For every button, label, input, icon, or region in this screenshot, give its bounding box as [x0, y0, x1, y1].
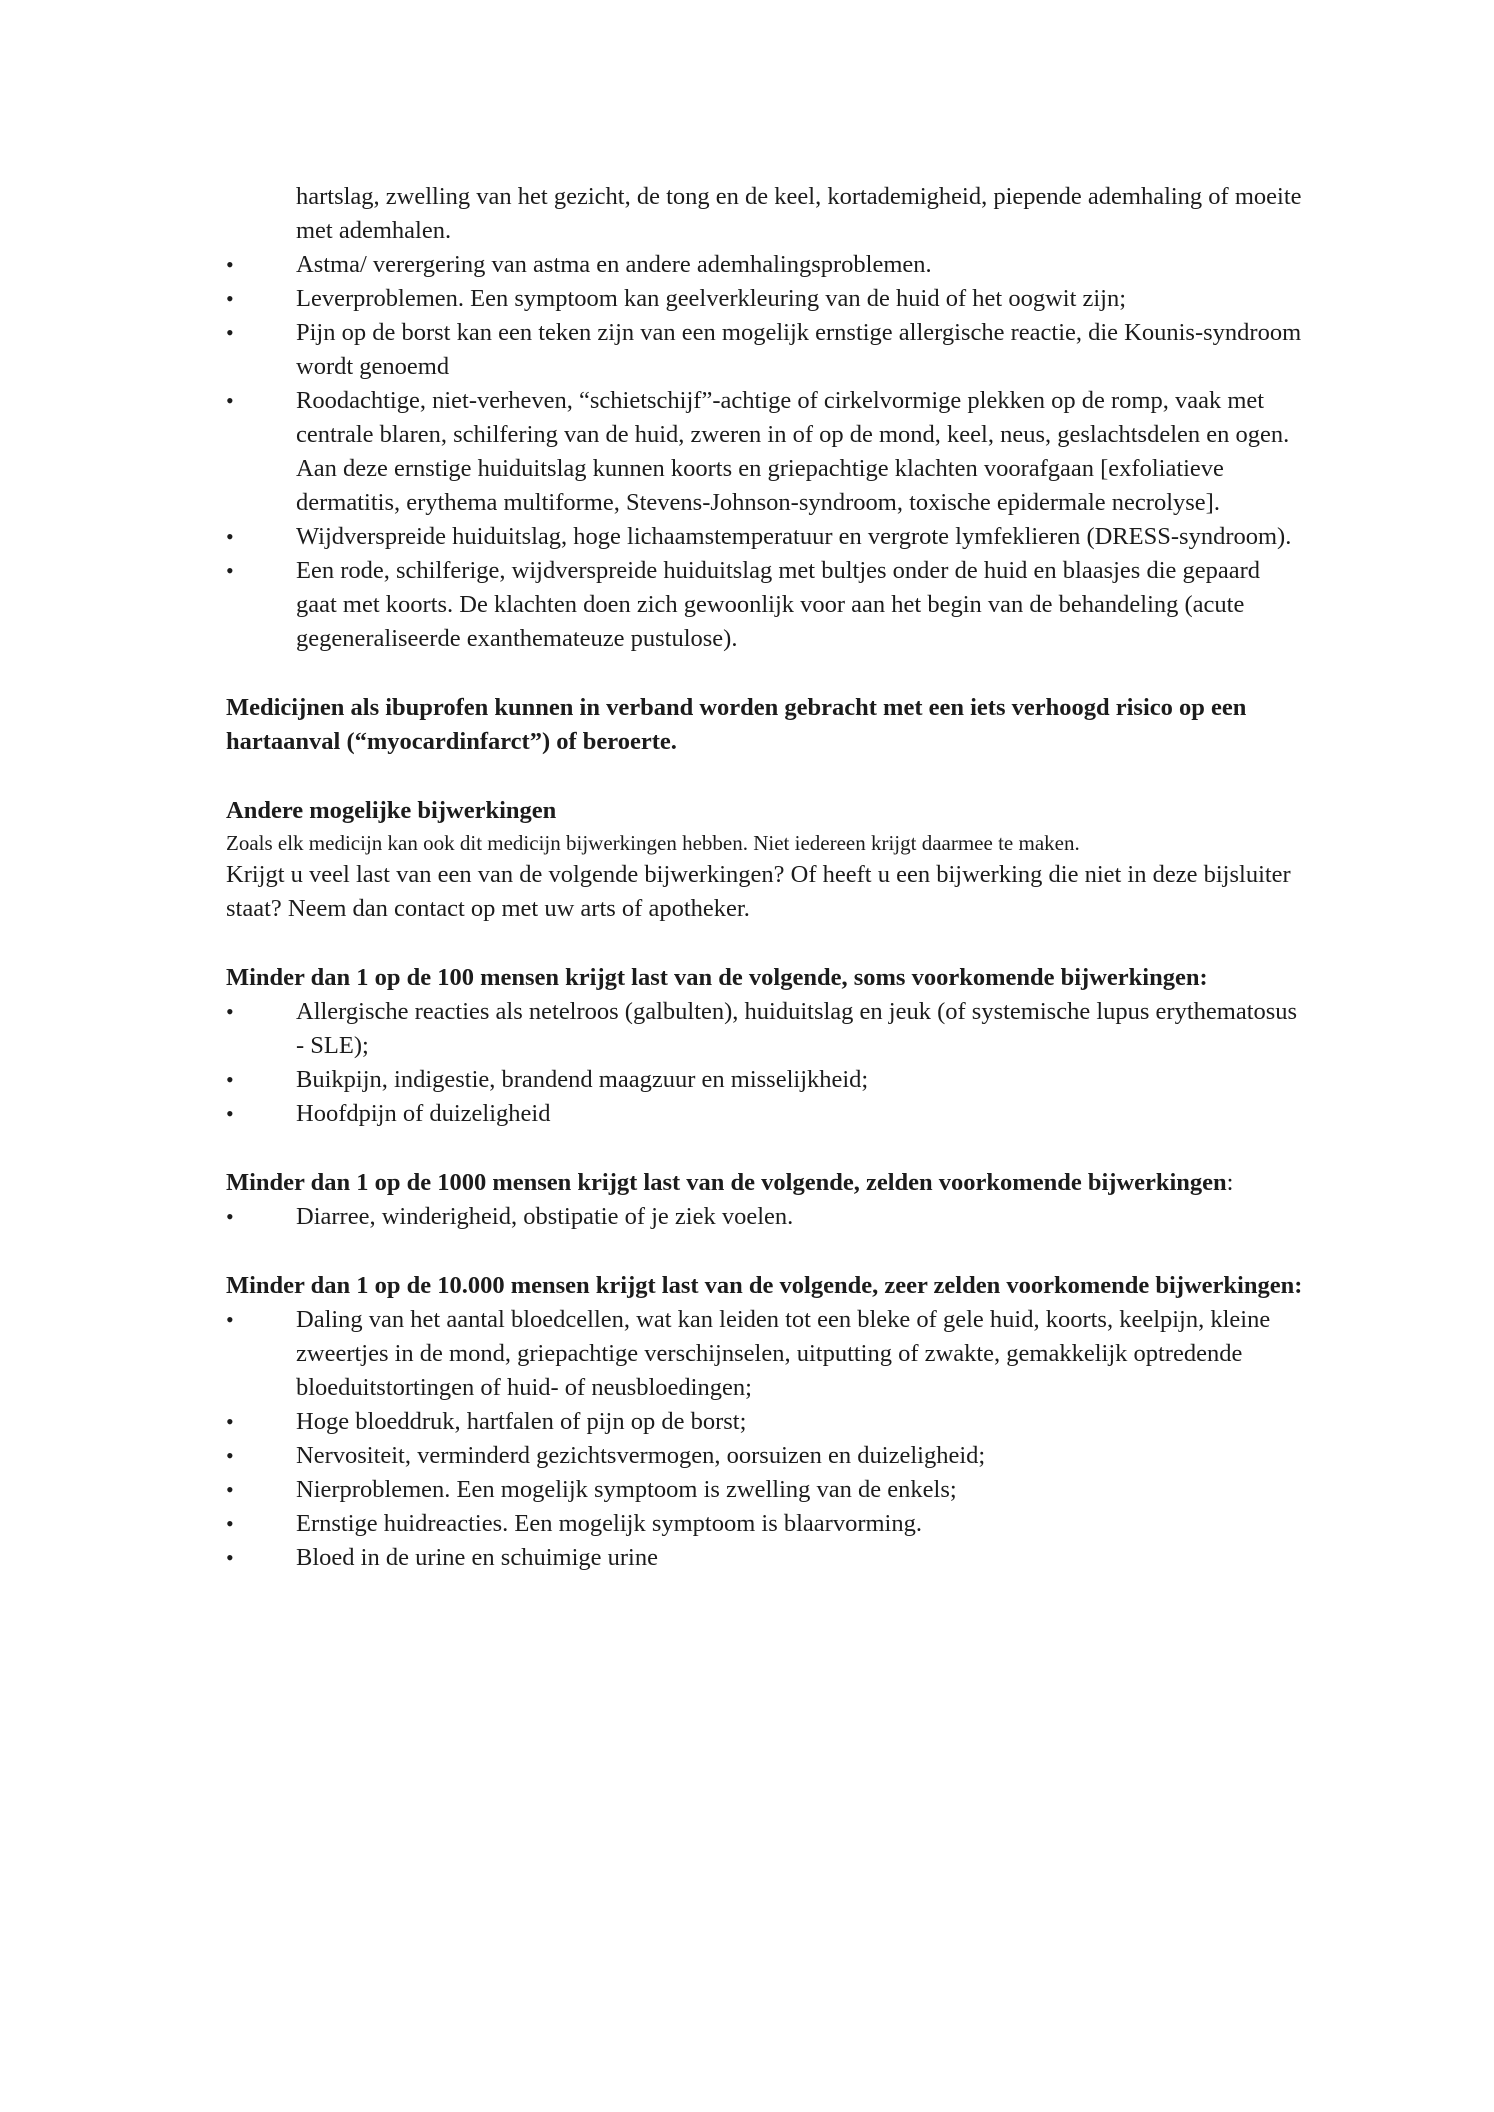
list-item: • Nervositeit, verminderd gezichtsvermogen, oorsuizen en duizeligheid;: [226, 1439, 1306, 1473]
list-item: • Daling van het aantal bloedcellen, wat kan leiden tot een bleke of gele huid, koorts, keelpijn, kleine zweertjes in de mond, griepachtige verschijnselen, uitputting of zwakte, gemakkelijk optredende bloeduitstortingen of huid- of neusbloedingen;: [226, 1303, 1306, 1405]
rare-heading: [226, 1166, 1306, 1200]
uncommon-list: [226, 995, 1306, 1131]
list-item: • Ernstige huidreacties. Een mogelijk symptoom is blaarvorming.: [226, 1507, 1306, 1541]
list-item: • Nierproblemen. Een mogelijk symptoom is zwelling van de enkels;: [226, 1473, 1306, 1507]
very-rare-list: [226, 1303, 1306, 1575]
rare-list: [226, 1200, 1306, 1234]
list-item: • Hoofdpijn of duizeligheid: [226, 1097, 1306, 1131]
list-item-continuation: hartslag, zwelling van het gezicht, de tong en de keel, kortademigheid, piepende ademhaling of moeite met ademhalen.: [296, 183, 1302, 244]
list-item: • Roodachtige, niet-verheven, “schietschijf”-achtige of cirkelvormige plekken op de romp, vaak met centrale blaren, schilfering van de huid, zweren in of op de mond, keel, neus, geslachtsdelen en ogen. Aan deze ernstige huiduitslag kunnen koorts en griepachtige klachten voorafgaan [exfoliatieve dermatitis, erythema multiforme, Stevens-Johnson-syndroom, toxische epidermale necrolyse].: [226, 384, 1306, 520]
list-item: • Wijdverspreide huiduitslag, hoge lichaamstemperatuur en vergrote lymfeklieren (DRESS-syndroom).: [226, 520, 1306, 554]
list-item: • Astma/ verergering van astma en andere ademhalingsproblemen.: [226, 248, 1306, 282]
uncommon-heading: Minder dan 1 op de 100 mensen krijgt last van de volgende, soms voorkomende bijwerkingen:: [226, 964, 1208, 991]
rare-heading-colon: :: [1226, 1169, 1234, 1196]
list-item: • Diarree, winderigheid, obstipatie of je ziek voelen.: [226, 1200, 1306, 1234]
serious-effects-list: [226, 180, 1306, 656]
leaflet-body: [226, 180, 1306, 1575]
list-item: • Allergische reacties als netelroos (galbulten), huiduitslag en jeuk (of systemische lupus erythematosus - SLE);: [226, 995, 1306, 1063]
heart-risk-warning: Medicijnen als ibuprofen kunnen in verband worden gebracht met een iets verhoogd risico op een hartaanval (“myocardinfarct”) of beroerte.: [226, 694, 1247, 755]
list-item: • Bloed in de urine en schuimige urine: [226, 1541, 1306, 1575]
list-item: • Buikpijn, indigestie, brandend maagzuur en misselijkheid;: [226, 1063, 1306, 1097]
list-item: • Leverproblemen. Een symptoom kan geelverkleuring van de huid of het oogwit zijn;: [226, 282, 1306, 316]
other-effects-heading: Andere mogelijke bijwerkingen: [226, 797, 557, 824]
other-effects-intro: Zoals elk medicijn kan ook dit medicijn bijwerkingen hebben. Niet iedereen krijgt daarmee te maken.: [226, 831, 1080, 855]
very-rare-heading: Minder dan 1 op de 10.000 mensen krijgt last van de volgende, zeer zelden voorkomende bijwerkingen:: [226, 1272, 1303, 1299]
list-item: • Hoge bloeddruk, hartfalen of pijn op de borst;: [226, 1405, 1306, 1439]
rare-heading-text: Minder dan 1 op de 1000 mensen krijgt last van de volgende, zelden voorkomende bijwerkingen: [226, 1169, 1227, 1196]
other-effects-text: Krijgt u veel last van een van de volgende bijwerkingen? Of heeft u een bijwerking die niet in deze bijsluiter staat? Neem dan contact op met uw arts of apotheker.: [226, 861, 1291, 922]
list-item: • Pijn op de borst kan een teken zijn van een mogelijk ernstige allergische reactie, die Kounis-syndroom wordt genoemd: [226, 316, 1306, 384]
list-item: • Een rode, schilferige, wijdverspreide huiduitslag met bultjes onder de huid en blaasjes die gepaard gaat met koorts. De klachten doen zich gewoonlijk voor aan het begin van de behandeling (acute gegeneraliseerde exanthemateuze pustulose).: [226, 554, 1306, 656]
